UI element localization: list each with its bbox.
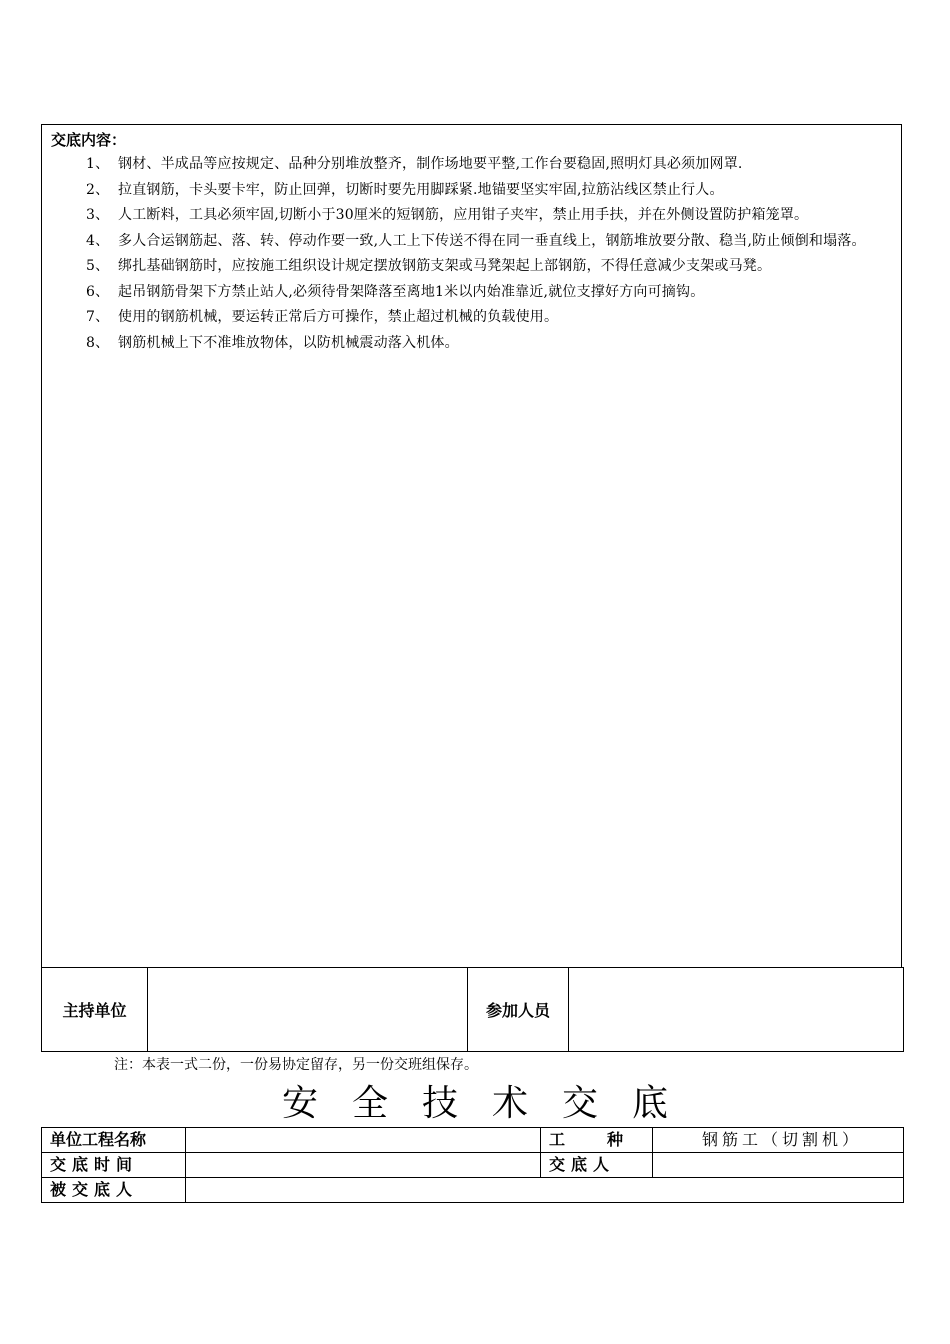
item-number: 6、 <box>86 283 110 300</box>
item-number: 8、 <box>86 334 110 351</box>
content-item <box>50 280 896 306</box>
content-item <box>50 178 896 204</box>
disclosure-time-field[interactable] <box>186 1153 541 1178</box>
item-text: 起吊钢筋骨架下方禁止站人,必须待骨架降落至离地1米以内始准靠近,就位支撑好方向可摘钩。 <box>118 283 705 300</box>
receiver-label: 被交底人 <box>42 1178 186 1203</box>
item-text: 使用的钢筋机械，要运转正常后方可操作，禁止超过机械的负载使用。 <box>118 309 559 325</box>
receiver-field[interactable] <box>186 1178 904 1203</box>
content-item <box>50 152 896 178</box>
host-unit-label: 主持单位 <box>42 968 148 1052</box>
discloser-label: 交底人 <box>541 1153 653 1178</box>
info-table <box>41 1127 904 1203</box>
item-number: 3、 <box>86 207 110 223</box>
item-number: 4、 <box>86 232 110 249</box>
item-text: 钢材、半成品等应按规定、品种分别堆放整齐，制作场地要平整,工作台要稳固,照明灯具必须加网罩. <box>118 156 743 172</box>
discloser-field[interactable] <box>653 1153 904 1178</box>
item-text: 多人合运钢筋起、落、转、停动作要一致,人工上下传送不得在同一垂直线上，钢筋堆放要分散、稳当,防止倾倒和塌落。 <box>118 232 866 249</box>
item-number: 2、 <box>86 181 110 198</box>
project-name-label: 单位工程名称 <box>42 1128 186 1153</box>
content-item <box>50 203 896 229</box>
project-name-field[interactable] <box>186 1128 541 1153</box>
disclosure-content-box <box>41 124 902 967</box>
participants-field[interactable] <box>569 968 904 1052</box>
item-text: 人工断料，工具必须牢固,切断小于30厘米的短钢筋，应用钳子夹牢，禁止用手扶，并在外侧设置防护箱笼罩。 <box>118 207 809 223</box>
footnote: 注：本表一式二份，一份易协定留存，另一份交班组保存。 <box>114 1057 478 1073</box>
item-number: 7、 <box>86 309 110 325</box>
sign-table <box>41 967 904 1052</box>
content-item <box>50 305 896 331</box>
item-text: 拉直钢筋，卡头要卡牢，防止回弹，切断时要先用脚踩紧.地锚要坚实牢固,拉筋沾线区禁止行人。 <box>118 181 724 198</box>
item-text: 钢筋机械上下不准堆放物体，以防机械震动落入机体。 <box>118 334 459 351</box>
item-number: 5、 <box>86 258 110 274</box>
content-item <box>50 331 896 357</box>
content-heading: 交底内容： <box>51 131 127 149</box>
trade-value: 钢筋工（切割机） <box>653 1128 904 1153</box>
item-number: 1、 <box>86 156 110 172</box>
content-item <box>50 229 896 255</box>
participants-label: 参加人员 <box>468 968 569 1052</box>
host-unit-field[interactable] <box>148 968 468 1052</box>
item-text: 绑扎基础钢筋时，应按施工组织设计规定摆放钢筋支架或马凳架起上部钢筋，不得任意减少支架或马凳。 <box>118 258 772 274</box>
disclosure-time-label: 交底时间 <box>42 1153 186 1178</box>
content-items <box>50 152 896 356</box>
content-item <box>50 254 896 280</box>
trade-label: 工种 <box>541 1128 653 1153</box>
page-title: 安全技术交底 <box>281 1083 702 1124</box>
